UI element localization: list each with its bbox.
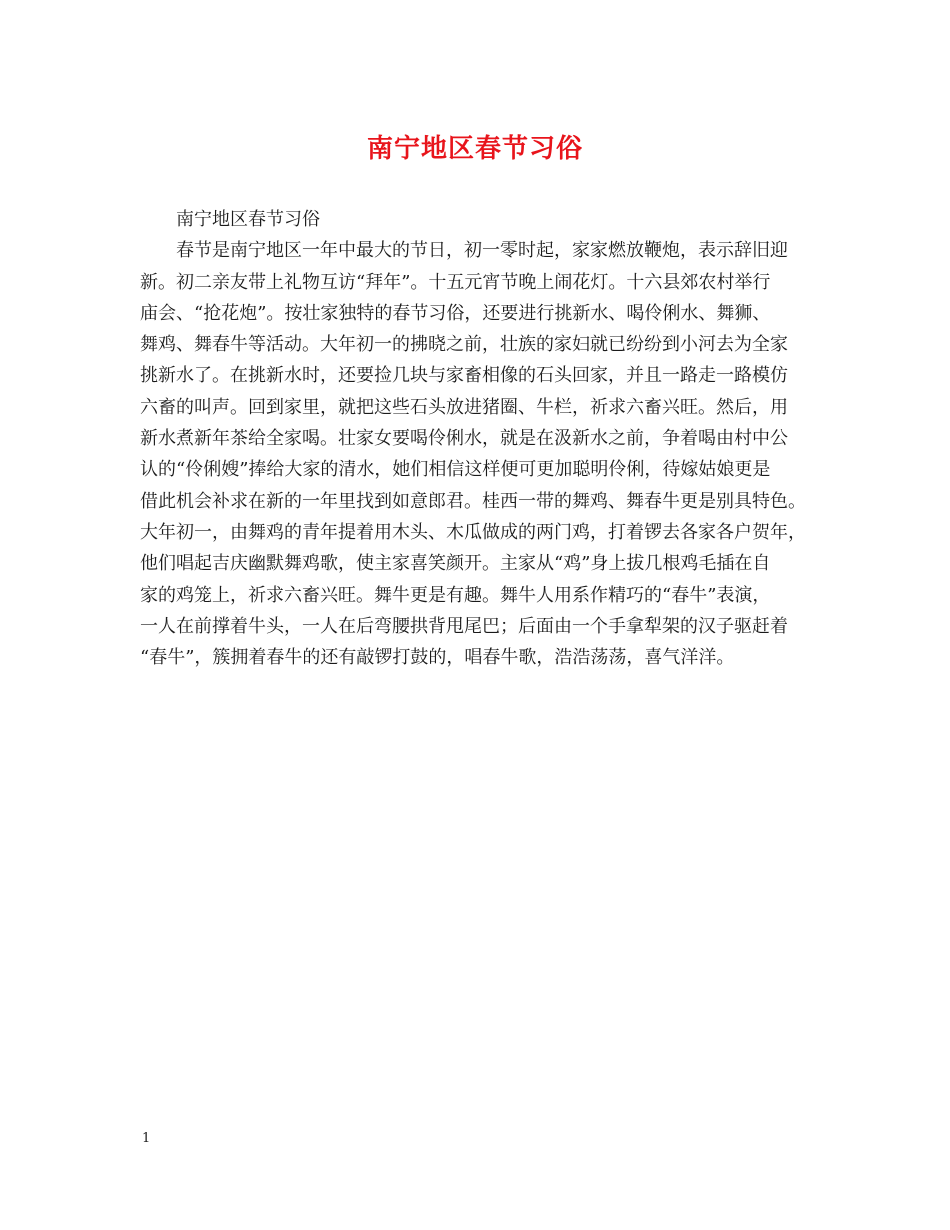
paragraph-line: “春牛”，簇拥着春牛的还有敲锣打鼓的，唱春牛歌，浩浩荡荡，喜气洋洋。 bbox=[140, 647, 735, 669]
document-title: 南宁地区春节习俗 bbox=[366, 134, 583, 164]
paragraph-line: 庙会、“抢花炮”。按壮家独特的春节习俗，还要进行挑新水、喝伶俐水、舞狮、 bbox=[140, 302, 771, 324]
document-subtitle: 南宁地区春节习俗 bbox=[176, 209, 320, 230]
paragraph-line: 家的鸡笼上，祈求六畜兴旺。舞牛更是有趣。舞牛人用系作精巧的“春牛”表演， bbox=[140, 584, 771, 606]
paragraph-line: 他们唱起吉庆幽默舞鸡歌，使主家喜笑颜开。主家从“鸡”身上拔几根鸡毛插在自 bbox=[140, 553, 771, 575]
document-body bbox=[140, 204, 830, 673]
paragraph-line: 大年初一，由舞鸡的青年提着用木头、木瓜做成的两门鸡，打着锣去各家各户贺年， bbox=[140, 521, 806, 543]
paragraph-line: 舞鸡、舞春牛等活动。大年初一的拂晓之前，壮族的家妇就已纷纷到小河去为全家 bbox=[140, 334, 788, 356]
paragraph-line: 新水煮新年茶给全家喝。壮家女要喝伶俐水，就是在汲新水之前，争着喝由村中公 bbox=[140, 428, 788, 450]
paragraph-line: 新。初二亲友带上礼物互访“拜年”。十五元宵节晚上闹花灯。十六县郊农村举行 bbox=[140, 271, 771, 293]
paragraph-line: 认的“伶俐嫂”捧给大家的清水，她们相信这样便可更加聪明伶俐，待嫁姑娘更是 bbox=[140, 459, 771, 481]
page-number: 1 bbox=[142, 1131, 151, 1146]
paragraph-line: 挑新水了。在挑新水时，还要捡几块与家畜相像的石头回家，并且一路走一路模仿 bbox=[140, 365, 788, 387]
paragraph-line: 六畜的叫声。回到家里，就把这些石头放进猪圈、牛栏，祈求六畜兴旺。然后，用 bbox=[140, 396, 788, 418]
paragraph-line: 借此机会补求在新的一年里找到如意郎君。桂西一带的舞鸡、舞春牛更是别具特色。 bbox=[140, 490, 806, 512]
paragraph-line: 一人在前撑着牛头，一人在后弯腰拱背甩尾巴；后面由一个手拿犁架的汉子驱赶着 bbox=[140, 615, 788, 637]
paragraph-line: 春节是南宁地区一年中最大的节日，初一零时起，家家燃放鞭炮，表示辞旧迎 bbox=[176, 240, 788, 262]
